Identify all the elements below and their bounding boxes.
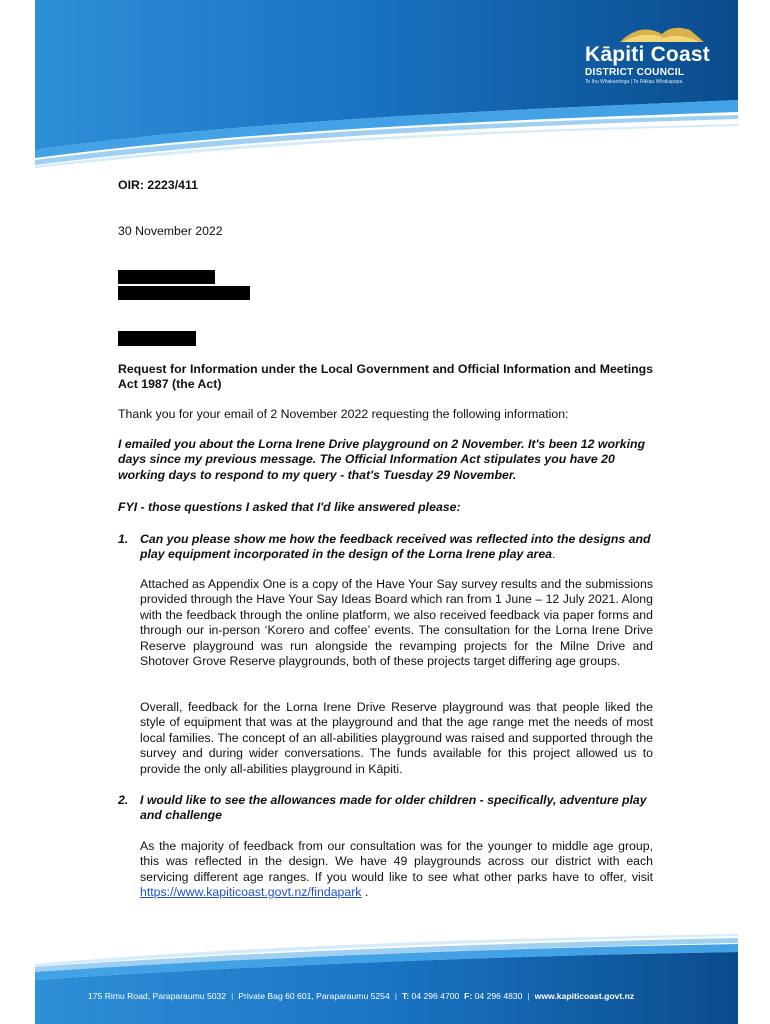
question-text: I would like to see the allowances made for older children - specifically, adventure play and challenge [140, 793, 647, 823]
footer-address: 175 Rimu Road, Paraparaumu 5032 [88, 991, 227, 1001]
footer-postal: Private Bag 60 601, Paraparaumu 5254 [238, 991, 390, 1001]
question-number: 2. [118, 793, 129, 807]
redacted-block [118, 270, 215, 284]
answer-2-text: As the majority of feedback from our consultation was for the younger to middle age group, this was reflected in the design. We have 49 playgrounds across our district with each servicing different age ranges. If you would like to see what other parks have to offer, visit [140, 839, 653, 884]
footer-separator: | [394, 991, 397, 1001]
footer-separator: | [527, 991, 530, 1001]
letter-heading: Request for Information under the Local Government and Official Information and Meetings Act 1987 (the Act) [118, 362, 653, 392]
answer-1-paragraph-1: Attached as Appendix One is a copy of the Have Your Say survey results and the submissions provided through the Have Your Say Ideas Board which ran from 1 June – 12 July 2021. Along with the feedback through the online platform, we also received feedback via paper forms and through our in-person ‘Korero and coffee’ events. The consultation for the Lorna Irene Drive Reserve playground was run alongside the revamping projects for the Milne Drive and Shotover Grove Reserve playgrounds, both of these projects target differing age groups. [140, 577, 653, 669]
footer-tel: 04 296 4700 [411, 991, 460, 1001]
question-end: . [552, 547, 556, 562]
footer-fax: 04 296 4830 [474, 991, 523, 1001]
letter-intro: Thank you for your email of 2 November 2022 requesting the following information: [118, 407, 569, 421]
question-1 [118, 532, 653, 563]
reference-number: OIR: 2223/411 [118, 178, 198, 192]
footer-contact [88, 991, 634, 1001]
question-number: 1. [118, 532, 129, 546]
question-text: Can you please show me how the feedback received was reflected into the designs and play equipment incorporated in the design of the Lorna Irene play area [140, 532, 651, 562]
quoted-request: I emailed you about the Lorna Irene Drive playground on 2 November. It's been 12 working days since my previous message. The Official Information Act stipulates you have 20 working days to respond to my query - that's Tuesday 29 November. [118, 437, 646, 482]
logo-subtitle: DISTRICT COUNCIL [585, 67, 685, 78]
fyi-line: FYI - those questions I asked that I'd like answered please: [118, 500, 461, 514]
redacted-block [118, 286, 250, 300]
answer-2 [140, 839, 653, 901]
council-logo [585, 26, 710, 85]
footer-separator: | [231, 991, 234, 1001]
findapark-link[interactable]: https://www.kapiticoast.govt.nz/findapark [140, 885, 362, 900]
footer-tel-label: T: [401, 991, 410, 1001]
answer-1-paragraph-2: Overall, feedback for the Lorna Irene Drive Reserve playground was that people liked the style of equipment that was at the playground and that the age range met the needs of most local families. The concept of an all-abilities playground was raised and supported through the survey and during wider conversations. The funds available for this project allowed us to provide the only all-abilities playground in Kāpiti. [140, 700, 653, 776]
footer-website[interactable]: www.kapiticoast.govt.nz [534, 991, 635, 1001]
logo-name: Kāpiti Coast [585, 43, 710, 66]
footer-fax-label: F: [464, 991, 473, 1001]
footer-banner [0, 930, 770, 1024]
answer-2-end: . [361, 885, 369, 900]
logo-tagline: Te Ihu Whakaotinga | Te Rākau Whakapapa [585, 79, 683, 85]
question-2 [118, 793, 653, 824]
redacted-block [118, 331, 196, 346]
letter-date: 30 November 2022 [118, 224, 223, 238]
